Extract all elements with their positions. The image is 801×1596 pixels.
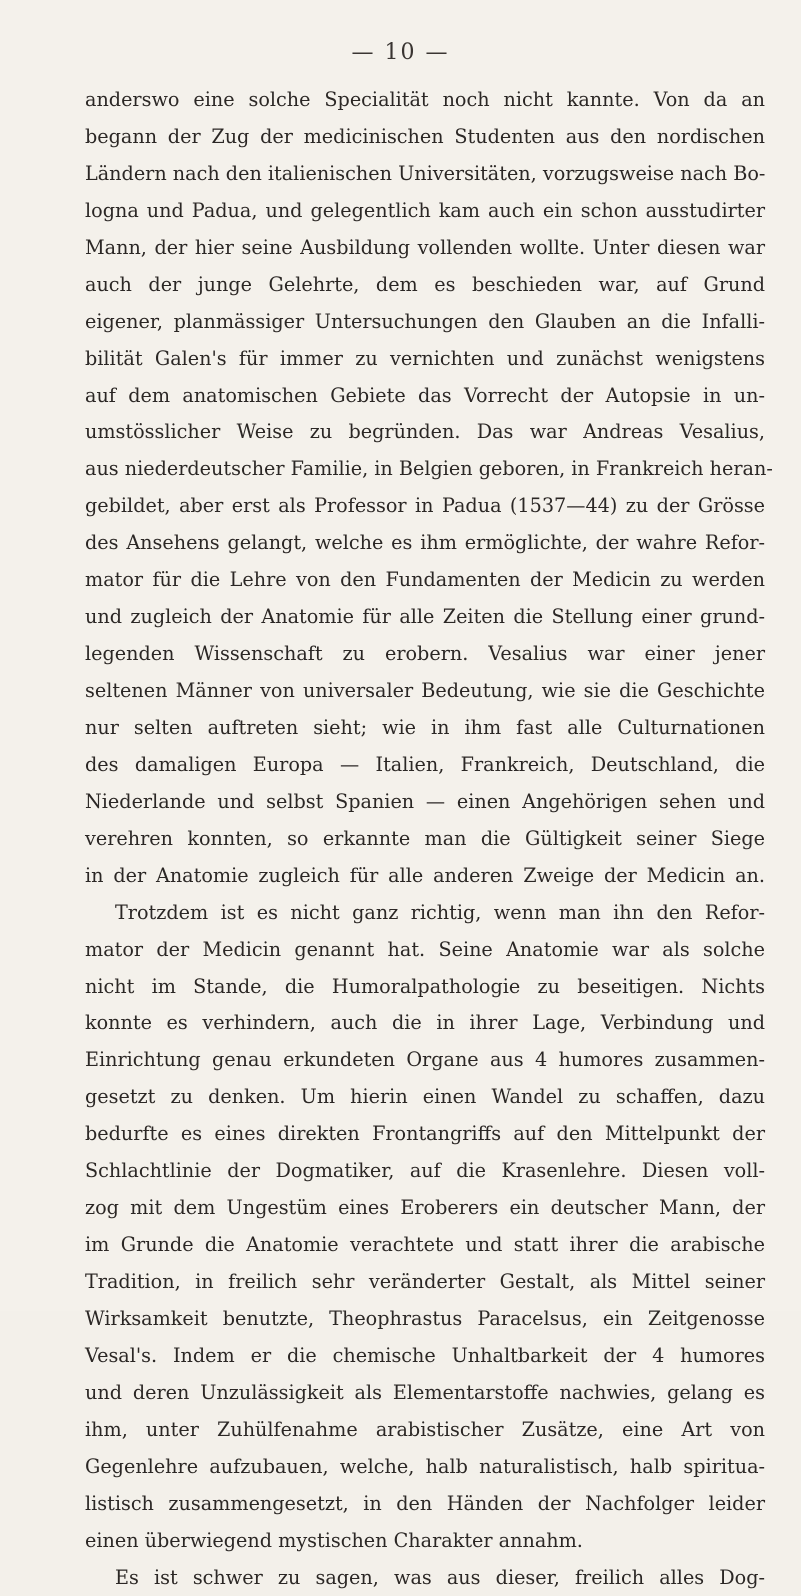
text-line: in der Anatomie zugleich für alle anderen Zweige der Medicin an. [85,858,765,895]
text-line: auf dem anatomischen Gebiete das Vorrecht der Autopsie in un- [85,378,765,415]
text-line: Es ist schwer zu sagen, was aus dieser, freilich alles Dog- [85,1560,765,1596]
text-line: gesetzt zu denken. Um hierin einen Wandel zu schaffen, dazu [85,1079,765,1116]
text-line: eigener, planmässiger Untersuchungen den Glauben an die Infalli- [85,304,765,341]
text-line: Einrichtung genau erkundeten Organe aus 4 humores zusammen- [85,1042,765,1079]
text-line: des damaligen Europa — Italien, Frankreich, Deutschland, die [85,747,765,784]
text-line: Niederlande und selbst Spanien — einen Angehörigen sehen und [85,784,765,821]
text-line: einen überwiegend mystischen Charakter annahm. [85,1523,765,1560]
text-line: Gegenlehre aufzubauen, welche, halb naturalistisch, halb spiritua- [85,1449,765,1486]
text-line: und deren Unzulässigkeit als Elementarstoffe nachwies, gelang es [85,1375,765,1412]
text-line: anderswo eine solche Specialität noch nicht kannte. Von da an [85,82,765,119]
text-line: im Grunde die Anatomie verachtete und statt ihrer die arabische [85,1227,765,1264]
text-line: Vesal's. Indem er die chemische Unhaltbarkeit der 4 humores [85,1338,765,1375]
text-line: Trotzdem ist es nicht ganz richtig, wenn man ihn den Refor- [85,895,765,932]
text-line: Mann, der hier seine Ausbildung vollenden wollte. Unter diesen war [85,230,765,267]
text-line: seltenen Männer von universaler Bedeutung, wie sie die Geschichte [85,673,765,710]
text-line: und zugleich der Anatomie für alle Zeiten die Stellung einer grund- [85,599,765,636]
text-line: auch der junge Gelehrte, dem es beschieden war, auf Grund [85,267,765,304]
text-line: bilität Galen's für immer zu vernichten und zunächst wenigstens [85,341,765,378]
text-line: konnte es verhindern, auch die in ihrer Lage, Verbindung und [85,1005,765,1042]
text-line: Schlachtlinie der Dogmatiker, auf die Krasenlehre. Diesen voll- [85,1153,765,1190]
text-line: nicht im Stande, die Humoralpathologie zu beseitigen. Nichts [85,969,765,1006]
text-line: Ländern nach den italienischen Universitäten, vorzugsweise nach Bo- [85,156,765,193]
text-line: listisch zusammengesetzt, in den Händen der Nachfolger leider [85,1486,765,1523]
text-line: verehren konnten, so erkannte man die Gültigkeit seiner Siege [85,821,765,858]
text-line: logna und Padua, und gelegentlich kam auch ein schon ausstudirter [85,193,765,230]
text-line: aus niederdeutscher Familie, in Belgien geboren, in Frankreich heran- [85,451,765,488]
text-line: bedurfte es eines direkten Frontangriffs auf den Mittelpunkt der [85,1116,765,1153]
text-line: umstösslicher Weise zu begründen. Das war Andreas Vesalius, [85,414,765,451]
text-line: legenden Wissenschaft zu erobern. Vesalius war einer jener [85,636,765,673]
body-text [85,82,765,1596]
page-number: — 10 — [0,40,801,65]
text-line: nur selten auftreten sieht; wie in ihm fast alle Culturnationen [85,710,765,747]
text-line: begann der Zug der medicinischen Studenten aus den nordischen [85,119,765,156]
text-line: ihm, unter Zuhülfenahme arabistischer Zusätze, eine Art von [85,1412,765,1449]
text-line: mator der Medicin genannt hat. Seine Anatomie war als solche [85,932,765,969]
text-line: mator für die Lehre von den Fundamenten der Medicin zu werden [85,562,765,599]
text-line: des Ansehens gelangt, welche es ihm ermöglichte, der wahre Refor- [85,525,765,562]
text-line: zog mit dem Ungestüm eines Eroberers ein deutscher Mann, der [85,1190,765,1227]
text-line: gebildet, aber erst als Professor in Padua (1537—44) zu der Grösse [85,488,765,525]
text-line: Tradition, in freilich sehr veränderter Gestalt, als Mittel seiner [85,1264,765,1301]
text-line: Wirksamkeit benutzte, Theophrastus Paracelsus, ein Zeitgenosse [85,1301,765,1338]
